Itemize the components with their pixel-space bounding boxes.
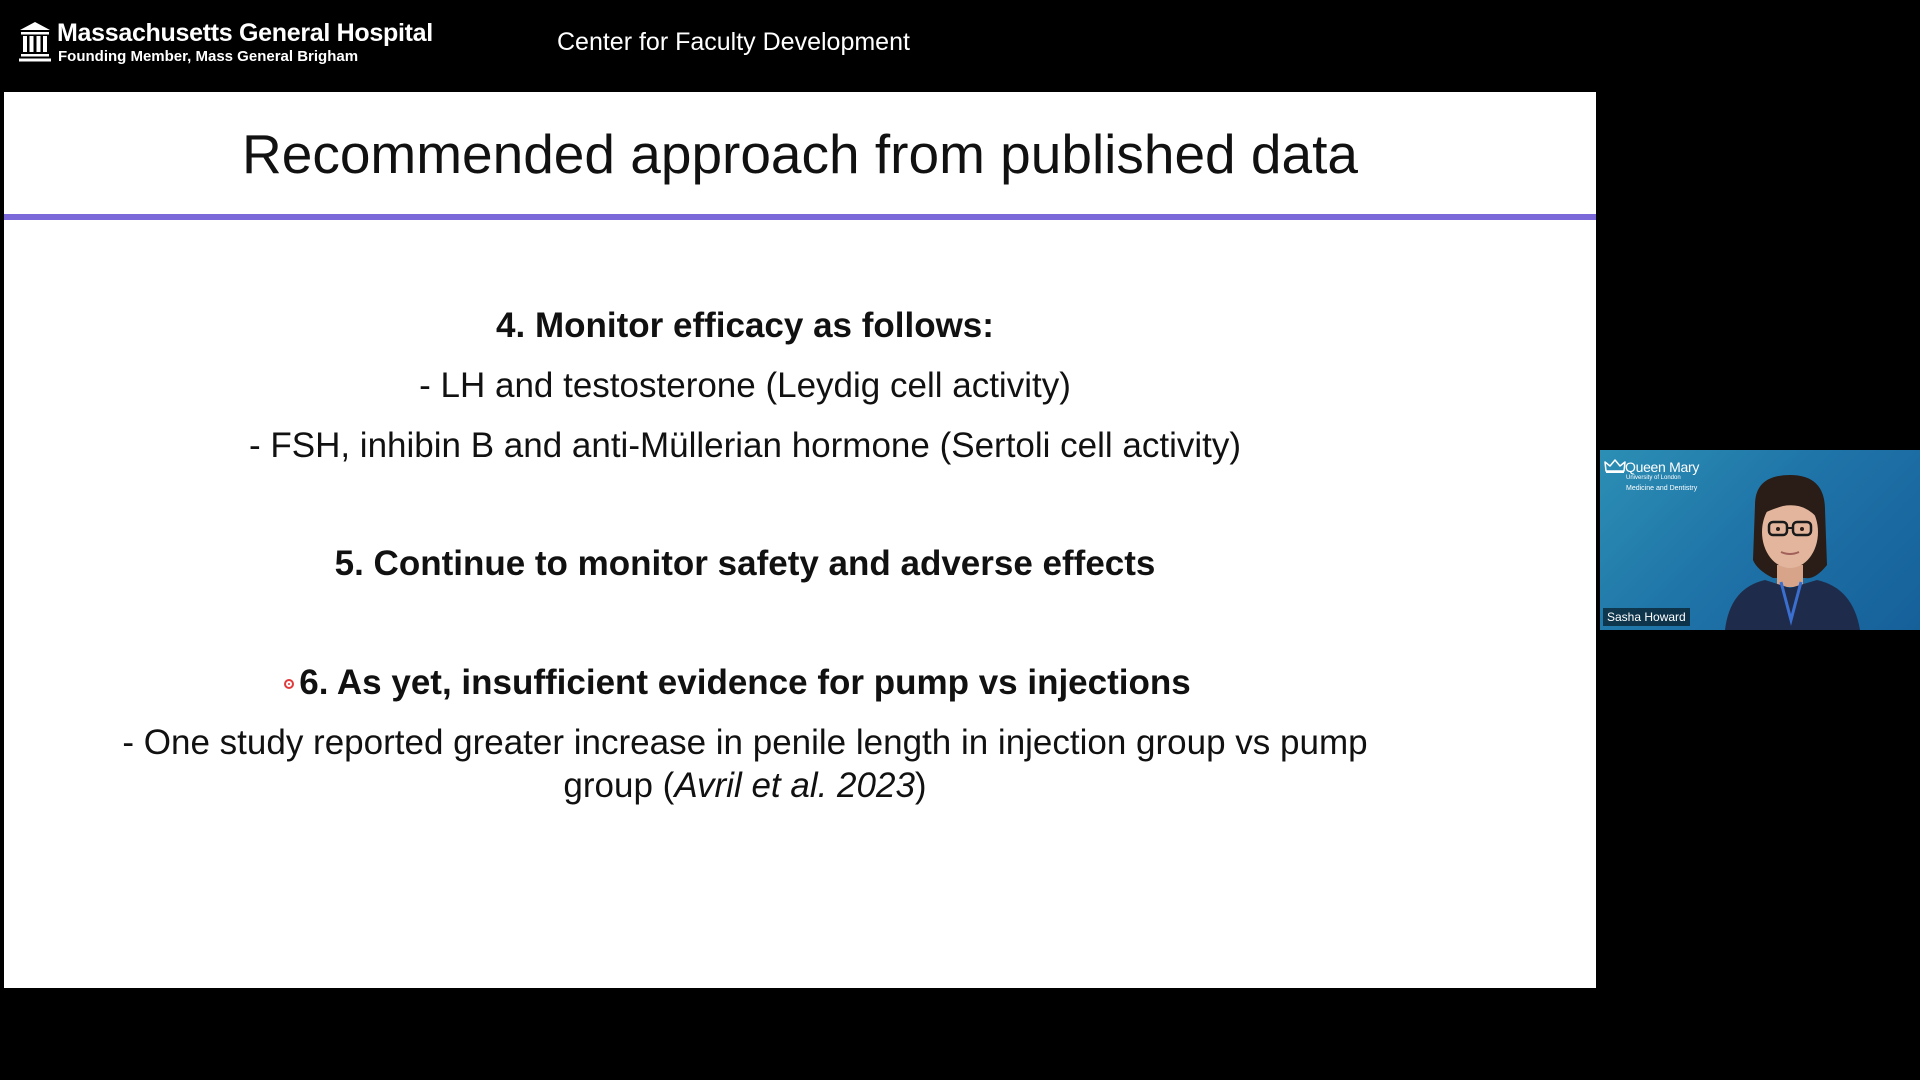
crown-icon [1604, 458, 1626, 474]
point-4-bullet-2: - FSH, inhibin B and anti-Müllerian hormone (Sertoli cell activity) [248, 426, 1242, 465]
point-6-bullet-line-1: - One study reported greater increase in penile length in injection group vs pump [122, 723, 1368, 762]
citation: Avril et al. 2023 [674, 766, 915, 805]
background-logo-faculty: Medicine and Dentistry [1626, 485, 1698, 492]
meeting-title: Center for Faculty Development [557, 28, 910, 56]
participant-video [1695, 470, 1865, 630]
point-5-heading: 5. Continue to monitor safety and adverse effects [334, 544, 1156, 583]
participant-name-label: Sasha Howard [1603, 608, 1690, 626]
point-6-bullet-prefix: group ( [563, 766, 675, 805]
hospital-building-icon [19, 21, 51, 63]
slide-title: Recommended approach from published data [242, 123, 1358, 185]
point-6-bullet-line-2 [4, 766, 1486, 806]
hospital-subtitle: Founding Member, Mass General Brigham [58, 48, 359, 65]
point-4-bullet-1: - LH and testosterone (Leydig cell activity) [419, 366, 1071, 405]
point-6-bullet-suffix: ) [914, 766, 927, 805]
title-divider [4, 214, 1596, 220]
background-logo-name: Queen Mary [1625, 459, 1700, 475]
laser-pointer-icon [284, 679, 294, 689]
speaker-video-tile[interactable] [1600, 450, 1920, 630]
hospital-name: Massachusetts General Hospital [57, 19, 433, 47]
point-4-heading: 4. Monitor efficacy as follows: [496, 306, 994, 345]
shared-slide [4, 92, 1596, 988]
background-logo-university: University of London [1626, 475, 1681, 481]
point-6-heading: 6. As yet, insufficient evidence for pump vs injections [299, 663, 1191, 702]
